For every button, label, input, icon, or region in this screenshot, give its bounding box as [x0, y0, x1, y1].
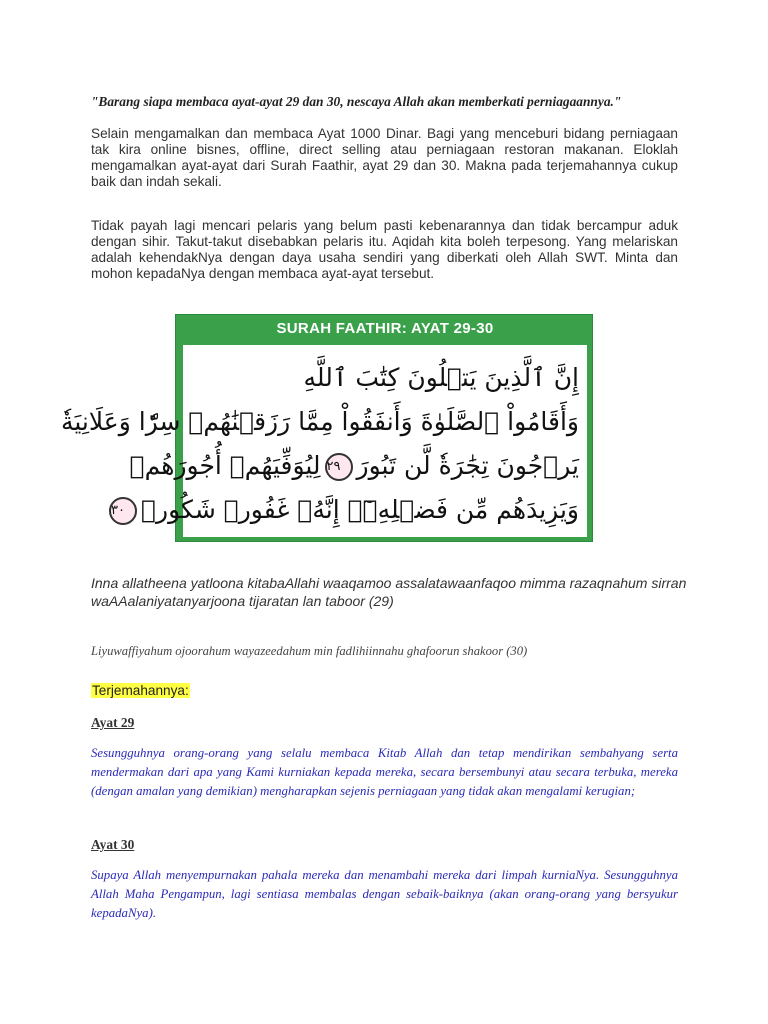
- arabic-line-2: وَأَقَامُواْ ٱلصَّلَوٰةَ وَأَنفَقُواْ مِمَّا رَزَقۡنَٰهُمۡ سِرّٗا وَعَلَانِيَةٗ: [60, 407, 579, 436]
- arabic-line-3b: لِيُوَفِّيَهُمۡ أُجُورَهُمۡ: [129, 451, 321, 480]
- arabic-verse-panel: [60, 345, 587, 537]
- intro-paragraph: Selain mengamalkan dan membaca Ayat 1000 Dinar. Bagi yang menceburi bidang perniagaan tak kira online bisnes, offline, direct selling atau perniagaan restoran makanan. Eloklah mengamalkan ayat-ayat dari Surah Faathir, ayat 29 dan 30. Makna pada terjemahannya cukup baik dan indah sekali.: [91, 126, 678, 189]
- ayah-29-marker: ٢٩: [325, 453, 353, 481]
- ayat-30-heading: Ayat 30: [91, 837, 135, 852]
- arabic-line-4a: وَيَزِيدَهُم مِّن فَضۡلِهِۦٓۚ إِنَّهُۥ غَفُورٞ شَكُورٞ: [141, 495, 579, 524]
- terjemahan-label: Terjemahannya:: [92, 683, 189, 698]
- ayat-30-translation: Supaya Allah menyempurnakan pahala mereka dan menambahi mereka dari limpah kurniaNya. Sesungguhnya Allah Maha Pengampun, lagi sentiasa membalas dengan sebaik-baiknya (akan orang-orang yang bersyukur kepadaNya).: [91, 868, 678, 920]
- arabic-line-4: [111, 495, 579, 525]
- ayat-29-translation: Sesungguhnya orang-orang yang selalu membaca Kitab Allah dan tetap mendirikan sembahyang serta mendermakan dari apa yang Kami kurniakan kepada mereka, secara bersembunyi atau secara terbuka, mereka (dengan amalan yang demikian) mengharapkan sejenis perniagaan yang tidak akan mengalami kerugian;: [91, 746, 678, 798]
- surah-faathir-image: [60, 314, 593, 542]
- ayat-29-heading: Ayat 29: [91, 715, 135, 730]
- transliteration-ayat-30: Liyuwaffiyahum ojoorahum wayazeedahum min fadlihiinnahu ghafoorun shakoor (30): [91, 644, 528, 658]
- arabic-line-3: [129, 451, 579, 481]
- transliteration-ayat-29: Inna allatheena yatloona kitabaAllahi waaqamoo assalatawaanfaqoo mimma razaqnahum sirran waAAalaniyatanyarjoona tijaratan lan taboor (29): [91, 575, 687, 609]
- opening-quote: "Barang siapa membaca ayat-ayat 29 dan 30, nescaya Allah akan memberkati perniagaannya.": [91, 94, 622, 109]
- banner-title: SURAH FAATHIR: AYAT 29-30: [276, 320, 494, 337]
- ayah-30-marker: ٣٠: [109, 497, 137, 525]
- arabic-line-1: إِنَّ ٱلَّذِينَ يَتۡلُونَ كِتَٰبَ ٱللَّهِ: [303, 363, 579, 392]
- second-paragraph: Tidak payah lagi mencari pelaris yang belum pasti kebenarannya dan tidak bercampur aduk dengan sihir. Takut-takut disebabkan pelaris itu. Aqidah kita boleh terpesong. Yang melariskan adalah kehendakNya dengan daya usaha sendiri yang diberkati oleh Allah SWT. Minta dan mohon kepadaNya dengan membaca ayat-ayat tersebut.: [91, 218, 678, 281]
- arabic-line-3a: يَرۡجُونَ تِجَٰرَةٗ لَّن تَبُورَ: [356, 451, 579, 480]
